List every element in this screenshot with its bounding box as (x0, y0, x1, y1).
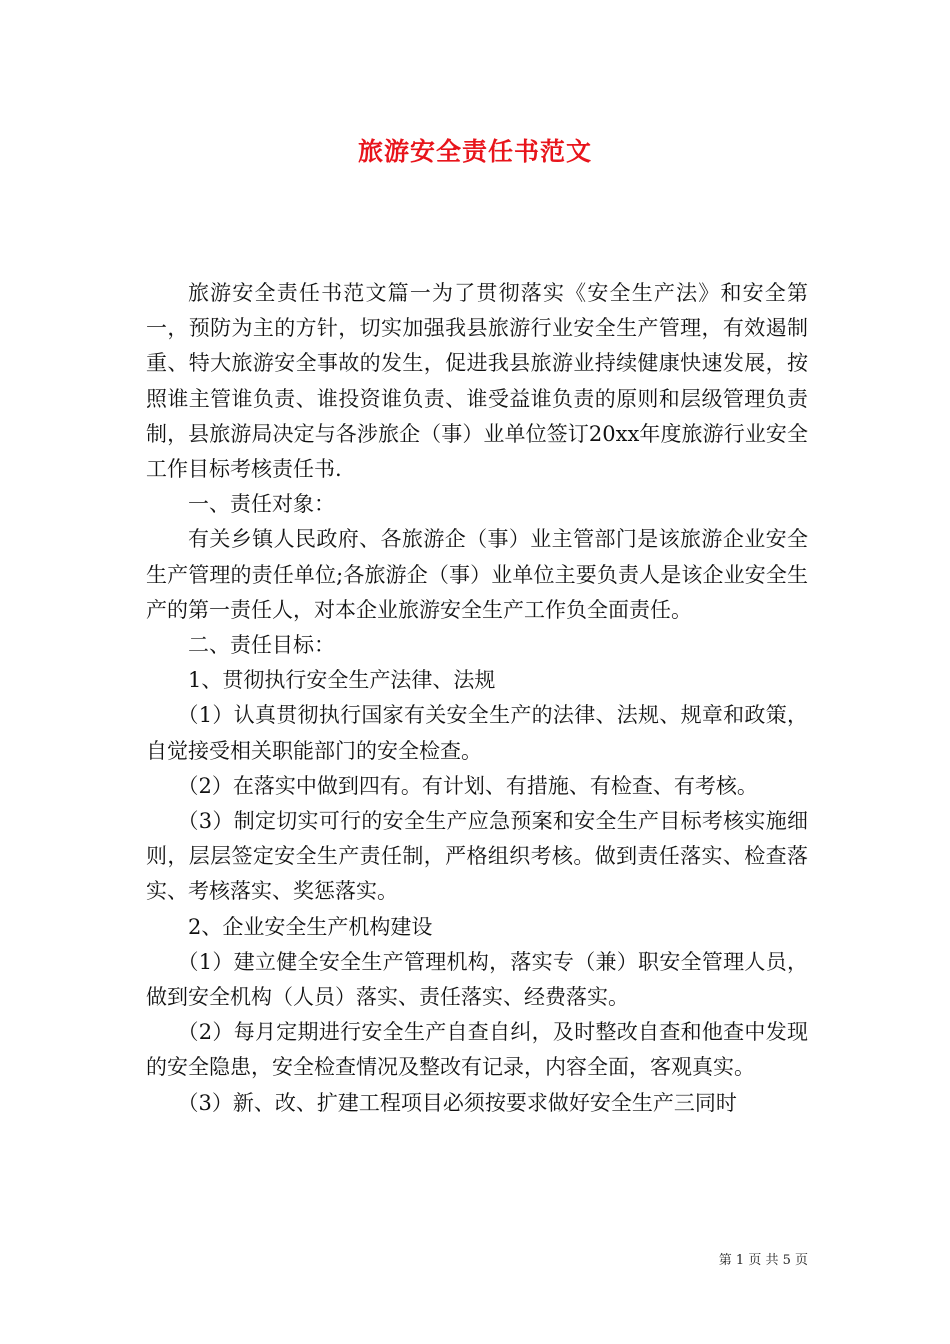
item-organization-3: （3）新、改、扩建工程项目必须按要求做好安全生产三同时 (177, 1090, 737, 1115)
item-organization-2: （2）每月定期进行安全生产自查自纠，及时整改自查和他查中发现的安全隐患，安全检查情况及整改有记录，内容全面，客观真实。 (146, 1020, 808, 1080)
page-number: 第 1 页 共 5 页 (718, 1253, 808, 1268)
item-laws-2: （2）在落实中做到四有。有计划、有措施、有检查、有考核。 (177, 773, 758, 798)
paragraph-responsibility-target: 有关乡镇人民政府、各旅游企（事）业主管部门是该旅游企业安全生产管理的责任单位;各旅游企（事）业单位主要负责人是该企业安全生产的第一责任人，对本企业旅游安全生产工作负全面责任。 (146, 527, 808, 622)
document-body (146, 276, 808, 1121)
heading-responsibility-target: 一、责任对象： (188, 492, 335, 517)
subheading-organization: 2、企业安全生产机构建设 (188, 914, 433, 939)
item-laws-3: （3）制定切实可行的安全生产应急预案和安全生产目标考核实施细则，层层签定安全生产责任制，严格组织考核。做到责任落实、检查落实、考核落实、奖惩落实。 (146, 809, 808, 904)
heading-responsibility-goal: 二、责任目标： (188, 633, 335, 658)
document-title: 旅游安全责任书范文 (357, 137, 592, 166)
paragraph-intro: 旅游安全责任书范文篇一为了贯彻落实《安全生产法》和安全第一，预防为主的方针，切实加强我县旅游行业安全生产管理，有效遏制重、特大旅游安全事故的发生，促进我县旅游业持续健康快速发展，按照谁主管谁负责、谁投资谁负责、谁受益谁负责的原则和层级管理负责制，县旅游局决定与各涉旅企（事）业单位签订20xx年度旅游行业安全工作目标考核责任书. (146, 281, 808, 482)
item-laws-1: （1）认真贯彻执行国家有关安全生产的法律、法规、规章和政策，自觉接受相关职能部门的安全检查。 (146, 703, 808, 763)
item-organization-1: （1）建立健全安全生产管理机构，落实专（兼）职安全管理人员，做到安全机构（人员）落实、责任落实、经费落实。 (146, 949, 808, 1010)
subheading-laws: 1、贯彻执行安全生产法律、法规 (188, 668, 496, 693)
